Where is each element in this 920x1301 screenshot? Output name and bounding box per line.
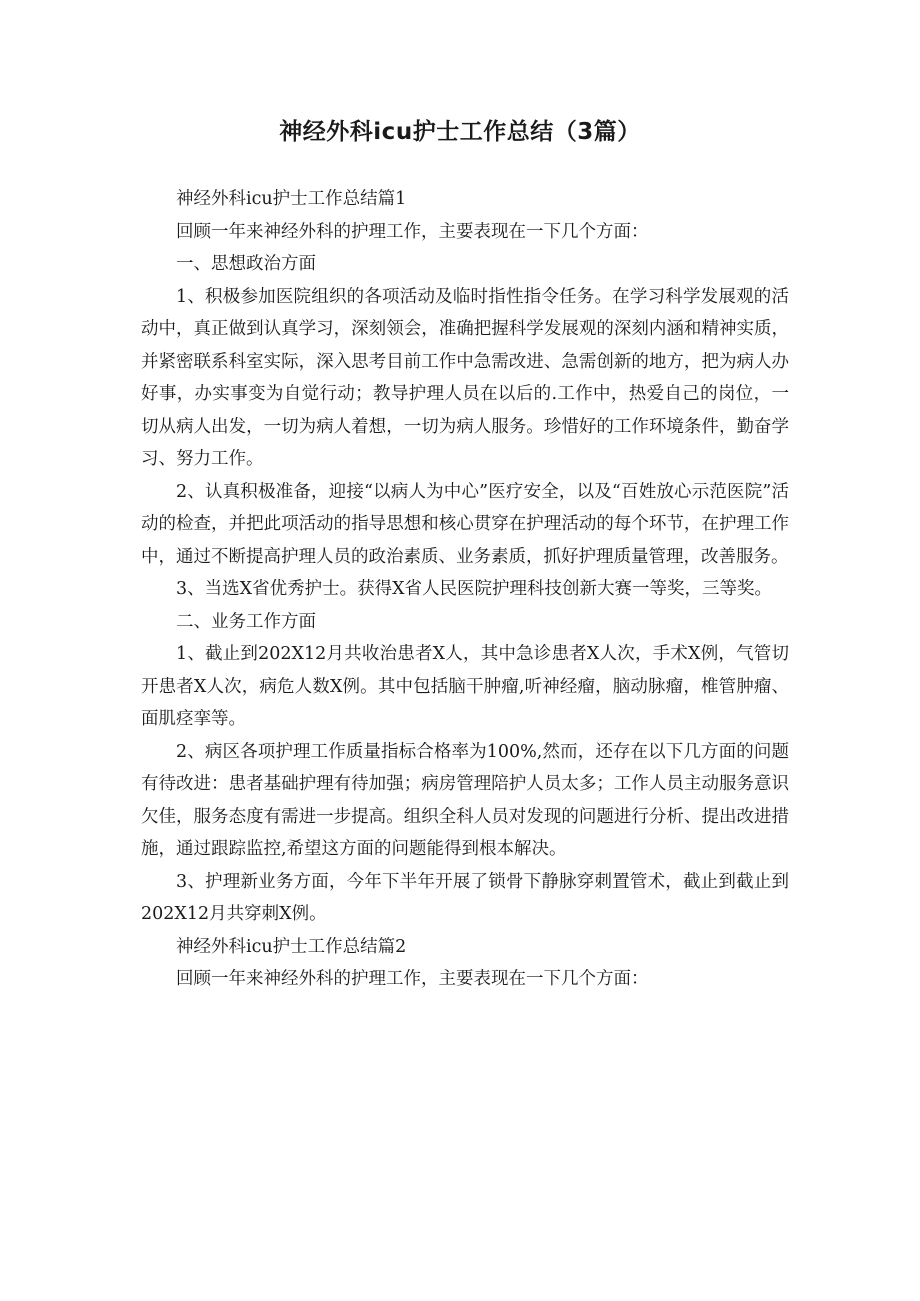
intro-paragraph-part-2: 回顾一年来神经外科的护理工作，主要表现在一下几个方面： [176, 969, 649, 989]
subheading-business: 二、业务工作方面 [176, 611, 316, 632]
paragraph-political-1: 1、积极参加医院组织的各项活动及临时指性指令任务。在学习科学发展观的活动中，真正做到认真学习，深刻领会，准确把握科学发展观的深刻内涵和精神实质，并紧密联系科室实际，深入思考目前工作中急需改进、急需创新的地方，把为病人办好事，办实事变为自觉行动；教导护理人员在以后的.工作中，热爱自己的岗位，一切从病人出发，一切为病人着想，一切为病人服务。珍惜好的工作环境条件，勤奋学习、努力工作。 [141, 286, 789, 469]
paragraph-political-2: 2、认真积极准备，迎接“以病人为中心”医疗安全，以及“百姓放心示范医院”活动的检查，并把此项活动的指导思想和核心贯穿在护理活动的每个环节，在护理工作中，通过不断提高护理人员的政治素质、业务素质，抓好护理质量管理，改善服务。 [141, 481, 789, 567]
paragraph-business-1: 1、截止到202X12月共收治患者X人，其中急诊患者X人次，手术X例，气管切开患者X人次，病危人数X例。其中包括脑干肿瘤,听神经瘤，脑动脉瘤，椎管肿瘤、面肌痉挛等。 [141, 644, 789, 729]
paragraph-business-2: 2、病区各项护理工作质量指标合格率为100%,然而，还存在以下几方面的问题有待改进：患者基础护理有待加强；病房管理陪护人员太多；工作人员主动服务意识欠佳，服务态度有需进一步提高。组织全科人员对发现的问题进行分析、提出改进措施，通过跟踪监控,希望这方面的问题能得到根本解决。 [141, 741, 789, 859]
paragraph-political-3: 3、当选X省优秀护士。获得X省人民医院护理科技创新大赛一等奖，三等奖。 [176, 579, 773, 599]
intro-paragraph: 回顾一年来神经外科的护理工作，主要表现在一下几个方面： [176, 221, 649, 242]
section-heading-part-2: 神经外科icu护士工作总结篇2 [176, 936, 407, 957]
paragraph-business-3: 3、护理新业务方面，今年下半年开展了锁骨下静脉穿刺置管术，截止到截止到202X12月共穿刺X例。 [141, 871, 789, 924]
subheading-political: 一、思想政治方面 [176, 254, 316, 274]
document-title: 神经外科icu护士工作总结（3篇） [279, 119, 641, 145]
document-body [141, 183, 789, 996]
section-heading-part-1: 神经外科icu护士工作总结篇1 [176, 189, 407, 209]
